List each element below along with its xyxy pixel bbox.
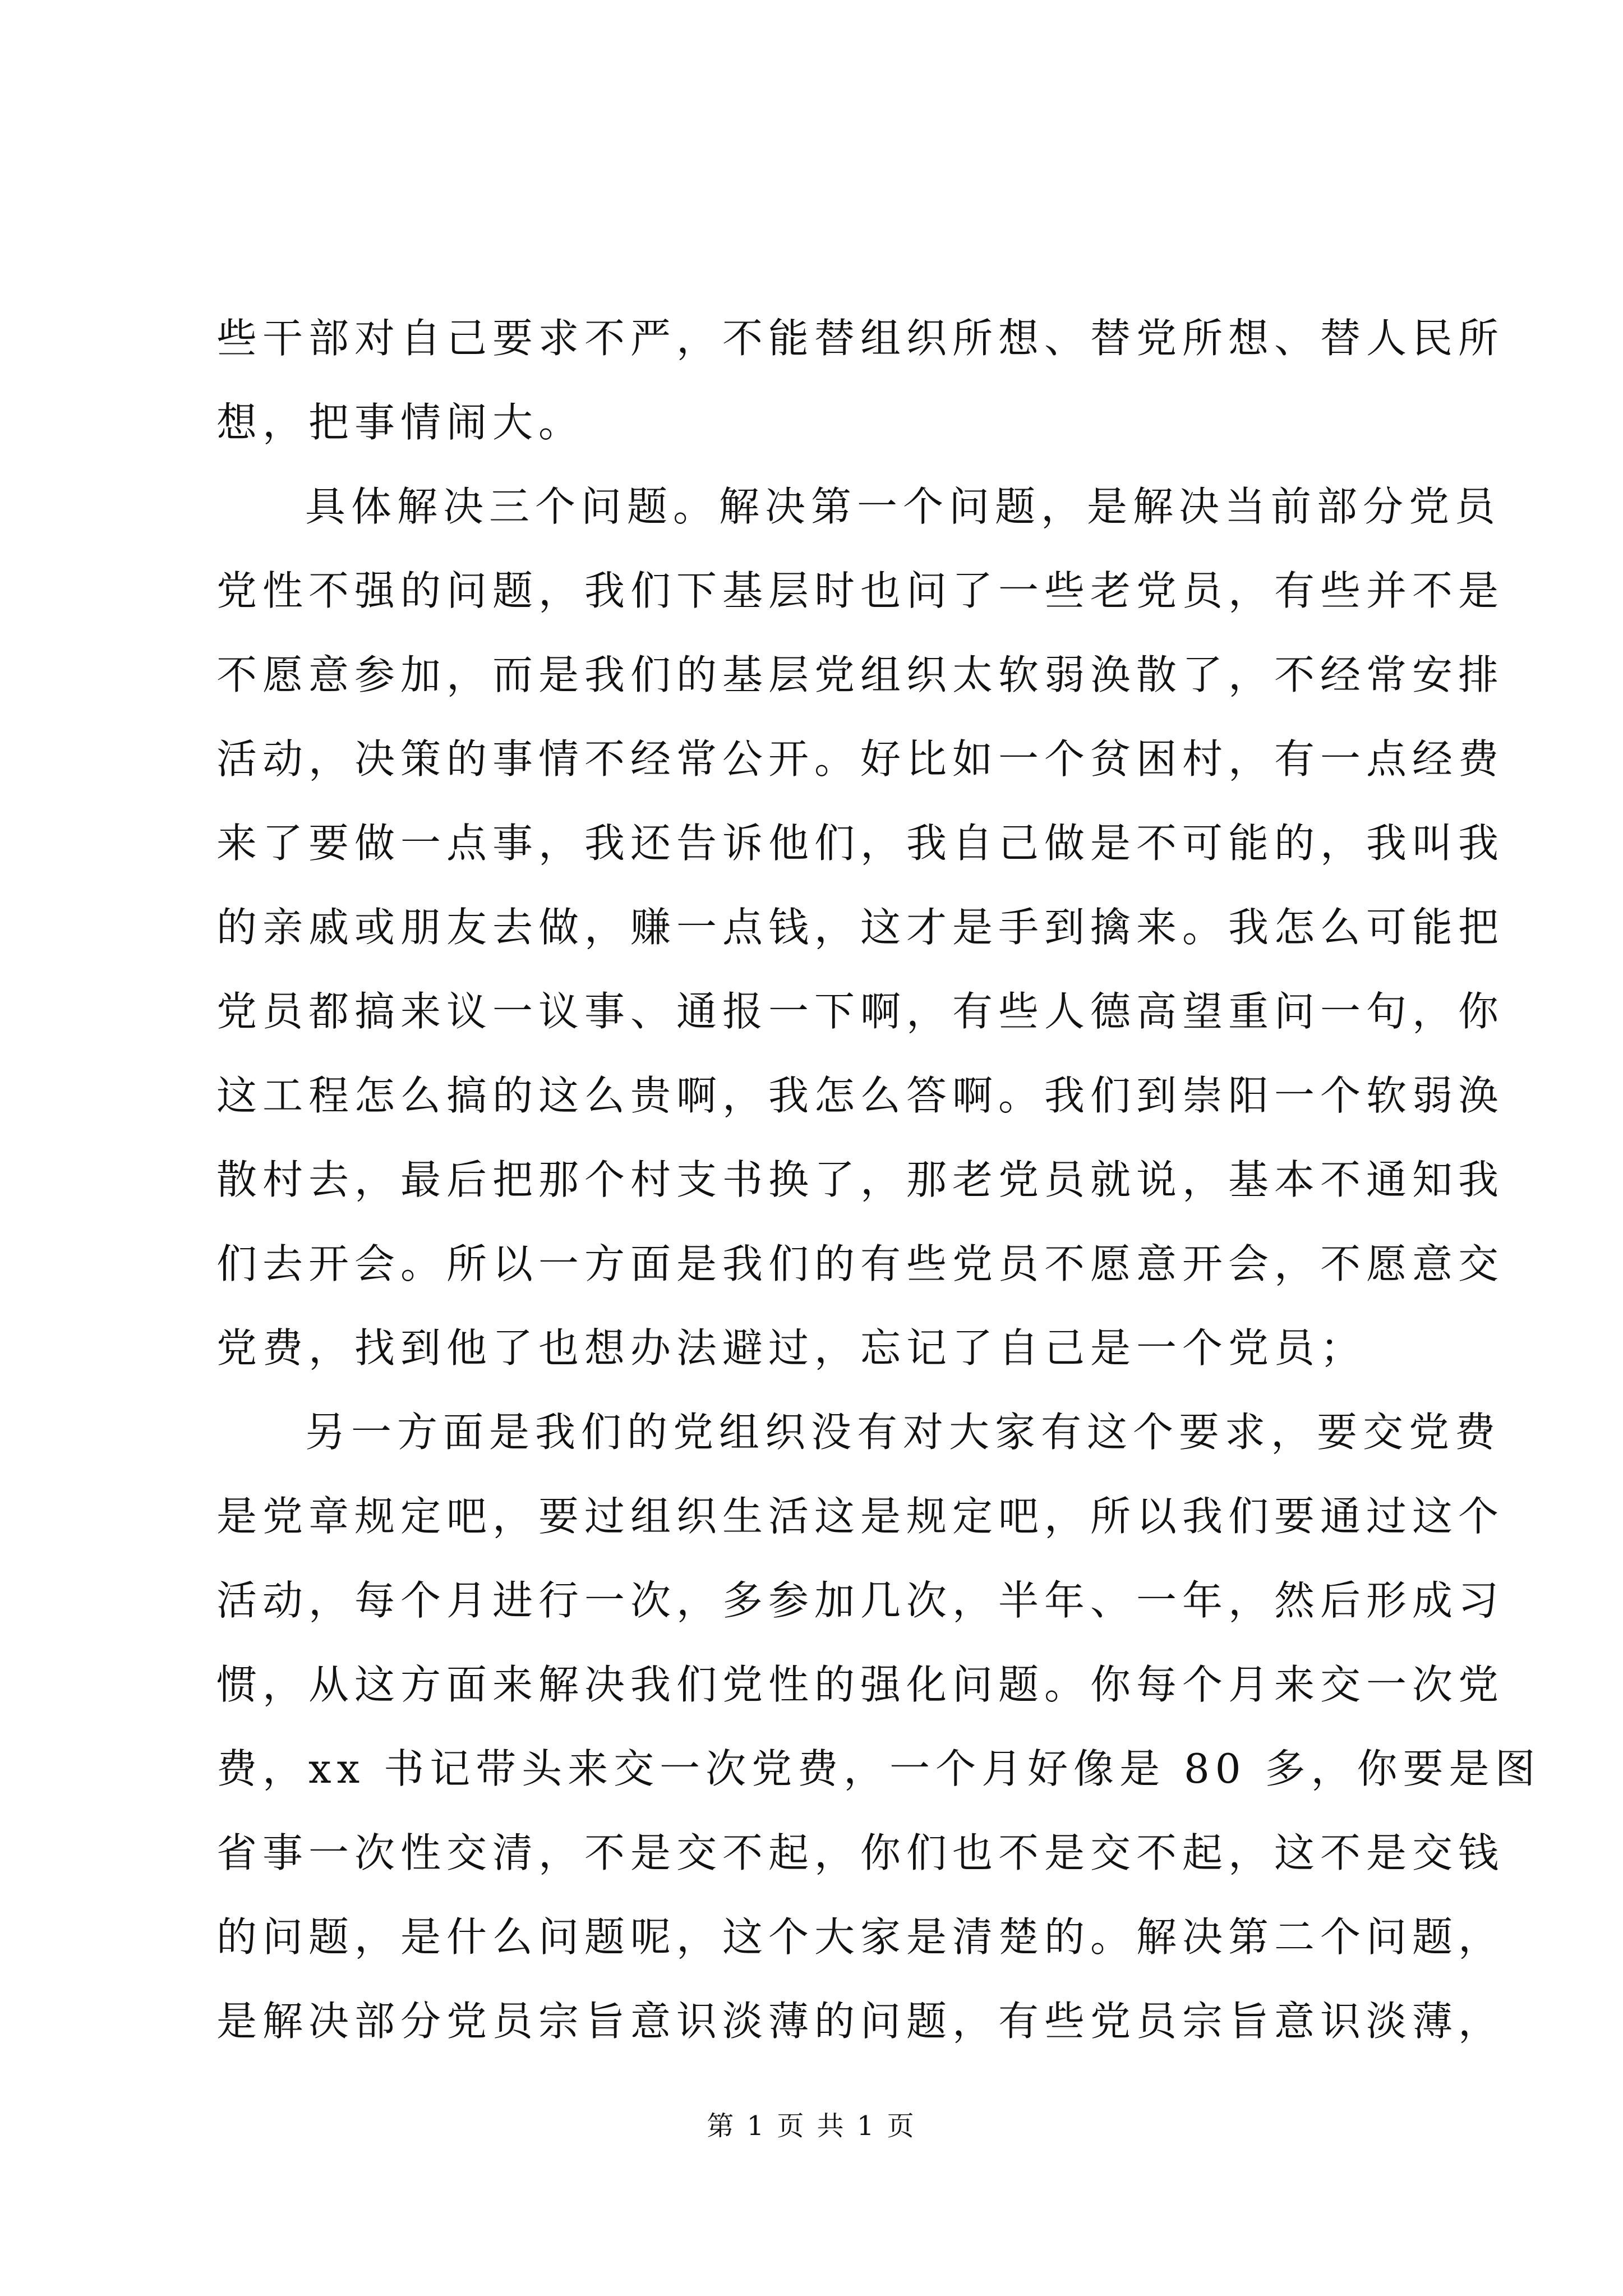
text-line: 的问题，是什么问题呢，这个大家是清楚的。解决第二个问题， [216,1913,1505,1961]
text-line: 些干部对自己要求不严，不能替组织所想、替党所想、替人民所 [216,315,1505,362]
text-line: 省事一次性交清，不是交不起，你们也不是交不起，这不是交钱 [216,1829,1505,1876]
text-line: 党员都搞来议一议事、通报一下啊，有些人德高望重问一句，你 [216,988,1505,1035]
text-line: 不愿意参加，而是我们的基层党组织太软弱涣散了，不经常安排 [216,651,1505,698]
text-line: 费，xx 书记带头来交一次党费，一个月好像是 80 多，你要是图 [216,1745,1541,1792]
paragraph-start-line: 具体解决三个问题。解决第一个问题，是解决当前部分党员 [305,483,1501,530]
text-line: 活动，决策的事情不经常公开。好比如一个贫困村，有一点经费 [216,735,1505,783]
text-line: 的亲戚或朋友去做，赚一点钱，这才是手到擒来。我怎么可能把 [216,904,1505,951]
text-line: 党性不强的问题，我们下基层时也问了一些老党员，有些并不是 [216,567,1505,614]
text-line: 们去开会。所以一方面是我们的有些党员不愿意开会，不愿意交 [216,1240,1505,1287]
text-line: 这工程怎么搞的这么贵啊，我怎么答啊。我们到崇阳一个软弱涣 [216,1072,1505,1119]
text-line: 来了要做一点事，我还告诉他们，我自己做是不可能的，我叫我 [216,820,1505,867]
text-line: 散村去，最后把那个村支书换了，那老党员就说，基本不通知我 [216,1156,1505,1203]
text-line: 想，把事情闹大。 [216,399,585,446]
text-line: 党费，找到他了也想办法避过，忘记了自己是一个党员； [216,1324,1367,1372]
text-line: 活动，每个月进行一次，多参加几次，半年、一年，然后形成习 [216,1577,1505,1624]
text-line: 是党章规定吧，要过组织生活这是规定吧，所以我们要通过这个 [216,1493,1505,1540]
text-line: 是解决部分党员宗旨意识淡薄的问题，有些党员宗旨意识淡薄， [216,1998,1505,2045]
text-line: 惯，从这方面来解决我们党性的强化问题。你每个月来交一次党 [216,1661,1505,1708]
paragraph-start-line: 另一方面是我们的党组织没有对大家有这个要求，要交党费 [305,1409,1501,1456]
page-footer: 第 1 页 共 1 页 [707,2110,916,2142]
